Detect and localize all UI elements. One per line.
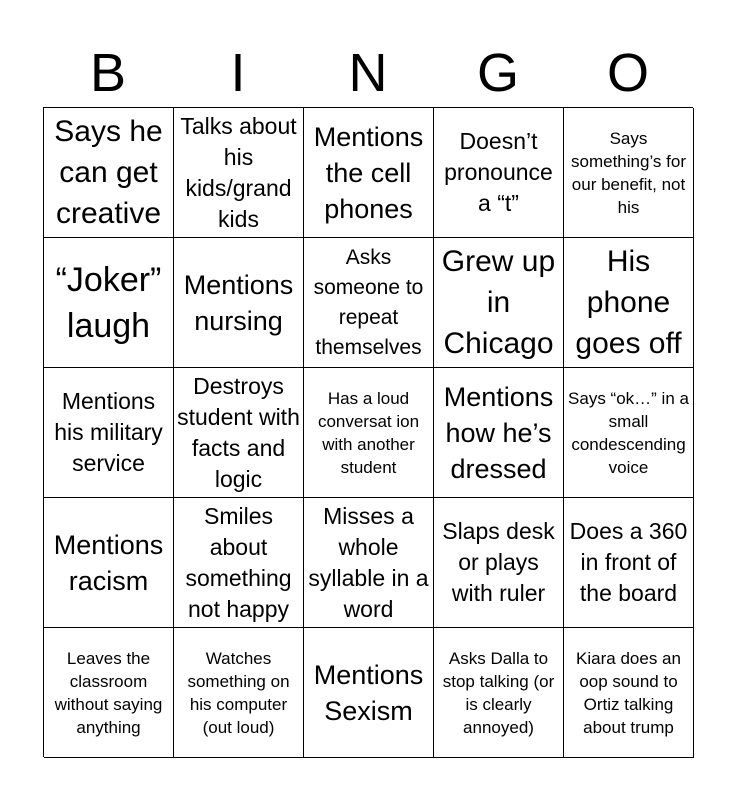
bingo-cell-text: Says “ok…” in a small condescending voice [568, 388, 689, 477]
bingo-cell-text: Has a loud conversat ion with another student [317, 388, 420, 477]
bingo-cell [564, 238, 694, 368]
bingo-cell-text: Misses a whole syllable in a word [308, 502, 429, 622]
bingo-cell [174, 368, 304, 498]
bingo-cell-text: Mentions how he’s dressed [443, 381, 554, 484]
bingo-cell [434, 108, 564, 238]
bingo-cell-text: Says he can get creative [54, 115, 163, 230]
bingo-cell [304, 238, 434, 368]
bingo-cell-text: Leaves the classroom without saying anything [54, 648, 163, 737]
bingo-header [43, 40, 693, 106]
bingo-cell-text: Slaps desk or plays with ruler [442, 518, 555, 606]
bingo-cell-text: Talks about his kids/grand kids [180, 112, 297, 232]
bingo-cell [434, 368, 564, 498]
bingo-cell [174, 498, 304, 628]
bingo-cell-text: Doesn’t pronounce a “t” [444, 128, 553, 216]
bingo-cell [44, 108, 174, 238]
bingo-cell [564, 498, 694, 628]
bingo-cell [44, 628, 174, 758]
bingo-cell-text: His phone goes off [575, 245, 682, 360]
bingo-cell-text: Smiles about something not happy [185, 502, 292, 622]
header-letter-o: O [606, 43, 649, 103]
bingo-cell [44, 368, 174, 498]
bingo-card-grid [43, 107, 693, 757]
bingo-cell [174, 108, 304, 238]
bingo-cell [174, 628, 304, 758]
bingo-cell [304, 368, 434, 498]
bingo-cell-text: Destroys student with facts and logic [177, 372, 300, 492]
bingo-cell-text: Mentions racism [53, 529, 164, 596]
bingo-cell-text: Says something’s for our benefit, not his [571, 128, 686, 217]
bingo-cell-text: Grew up in Chicago [441, 245, 556, 360]
bingo-cell-text: Kiara does an oop sound to Ortiz talking about trump [576, 648, 681, 737]
bingo-cell [304, 628, 434, 758]
bingo-cell-text: Mentions Sexism [313, 659, 424, 726]
header-letter-i: I [230, 43, 246, 103]
bingo-cell-text: Does a 360 in front of the board [569, 518, 688, 606]
bingo-cell [304, 498, 434, 628]
bingo-cell-text: Mentions his military service [54, 388, 163, 476]
bingo-cell [564, 368, 694, 498]
bingo-cell-text: “Joker” laugh [55, 260, 162, 345]
bingo-cell [44, 238, 174, 368]
bingo-cell-text: Asks Dalla to stop talking (or is clearly annoyed) [442, 648, 555, 737]
bingo-cell [434, 498, 564, 628]
bingo-cell [564, 628, 694, 758]
bingo-cell [304, 108, 434, 238]
bingo-cell [174, 238, 304, 368]
bingo-cell [564, 108, 694, 238]
bingo-cell [44, 498, 174, 628]
header-letter-n: N [348, 43, 388, 103]
bingo-cell-text: Mentions the cell phones [313, 121, 424, 224]
bingo-cell-text: Watches something on his computer (out loud) [187, 648, 290, 737]
bingo-cell-text: Mentions nursing [183, 269, 294, 336]
header-letter-b: B [89, 43, 127, 103]
bingo-cell-text: Asks someone to repeat themselves [313, 245, 424, 359]
header-letter-g: G [476, 43, 519, 103]
bingo-cell [434, 628, 564, 758]
bingo-cell [434, 238, 564, 368]
